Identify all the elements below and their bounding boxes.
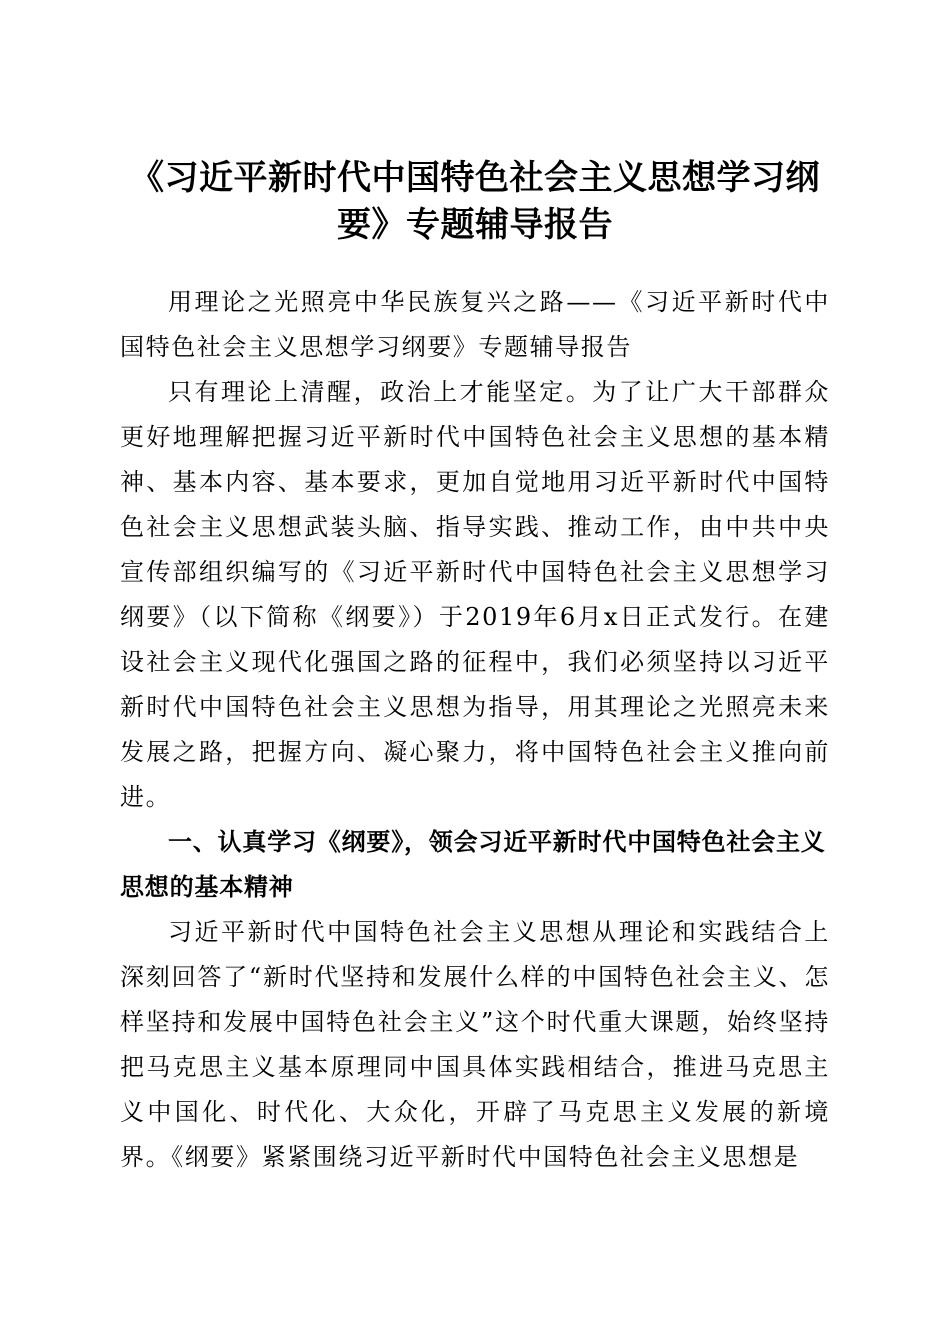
document-body	[120, 280, 830, 1180]
section-1-paragraph: 习近平新时代中国特色社会主义思想从理论和实践结合上深刻回答了“新时代坚持和发展什么样的中国特色社会主义、怎样坚持和发展中国特色社会主义”这个时代重大课题，始终坚持把马克思主义基本原理同中国具体实践相结合，推进马克思主义中国化、时代化、大众化，开辟了马克思主义发展的新境界。《纲要》紧紧围绕习近平新时代中国特色社会主义思想是	[120, 918, 830, 1171]
title-line-2: 要》专题辅导报告	[337, 204, 613, 245]
subtitle-paragraph: 用理论之光照亮中华民族复兴之路——《习近平新时代中国特色社会主义思想学习纲要》专题辅导报告	[120, 288, 830, 361]
title-line-1: 《习近平新时代中国特色社会主义思想学习纲	[130, 157, 820, 198]
document-title	[120, 155, 830, 249]
section-heading-1: 一、认真学习《纲要》，领会习近平新时代中国特色社会主义思想的基本精神	[120, 828, 826, 901]
intro-paragraph: 只有理论上清醒，政治上才能坚定。为了让广大干部群众更好地理解把握习近平新时代中国特色社会主义思想的基本精神、基本内容、基本要求，更加自觉地用习近平新时代中国特色社会主义思想武装头脑、指导实践、推动工作，由中共中央宣传部组织编写的《习近平新时代中国特色社会主义思想学习纲要》（以下简称《纲要》）于2019年6月x日正式发行。在建设社会主义现代化强国之路的征程中，我们必须坚持以习近平新时代中国特色社会主义思想为指导，用其理论之光照亮未来发展之路，把握方向、凝心聚力，将中国特色社会主义推向前进。	[120, 378, 830, 811]
